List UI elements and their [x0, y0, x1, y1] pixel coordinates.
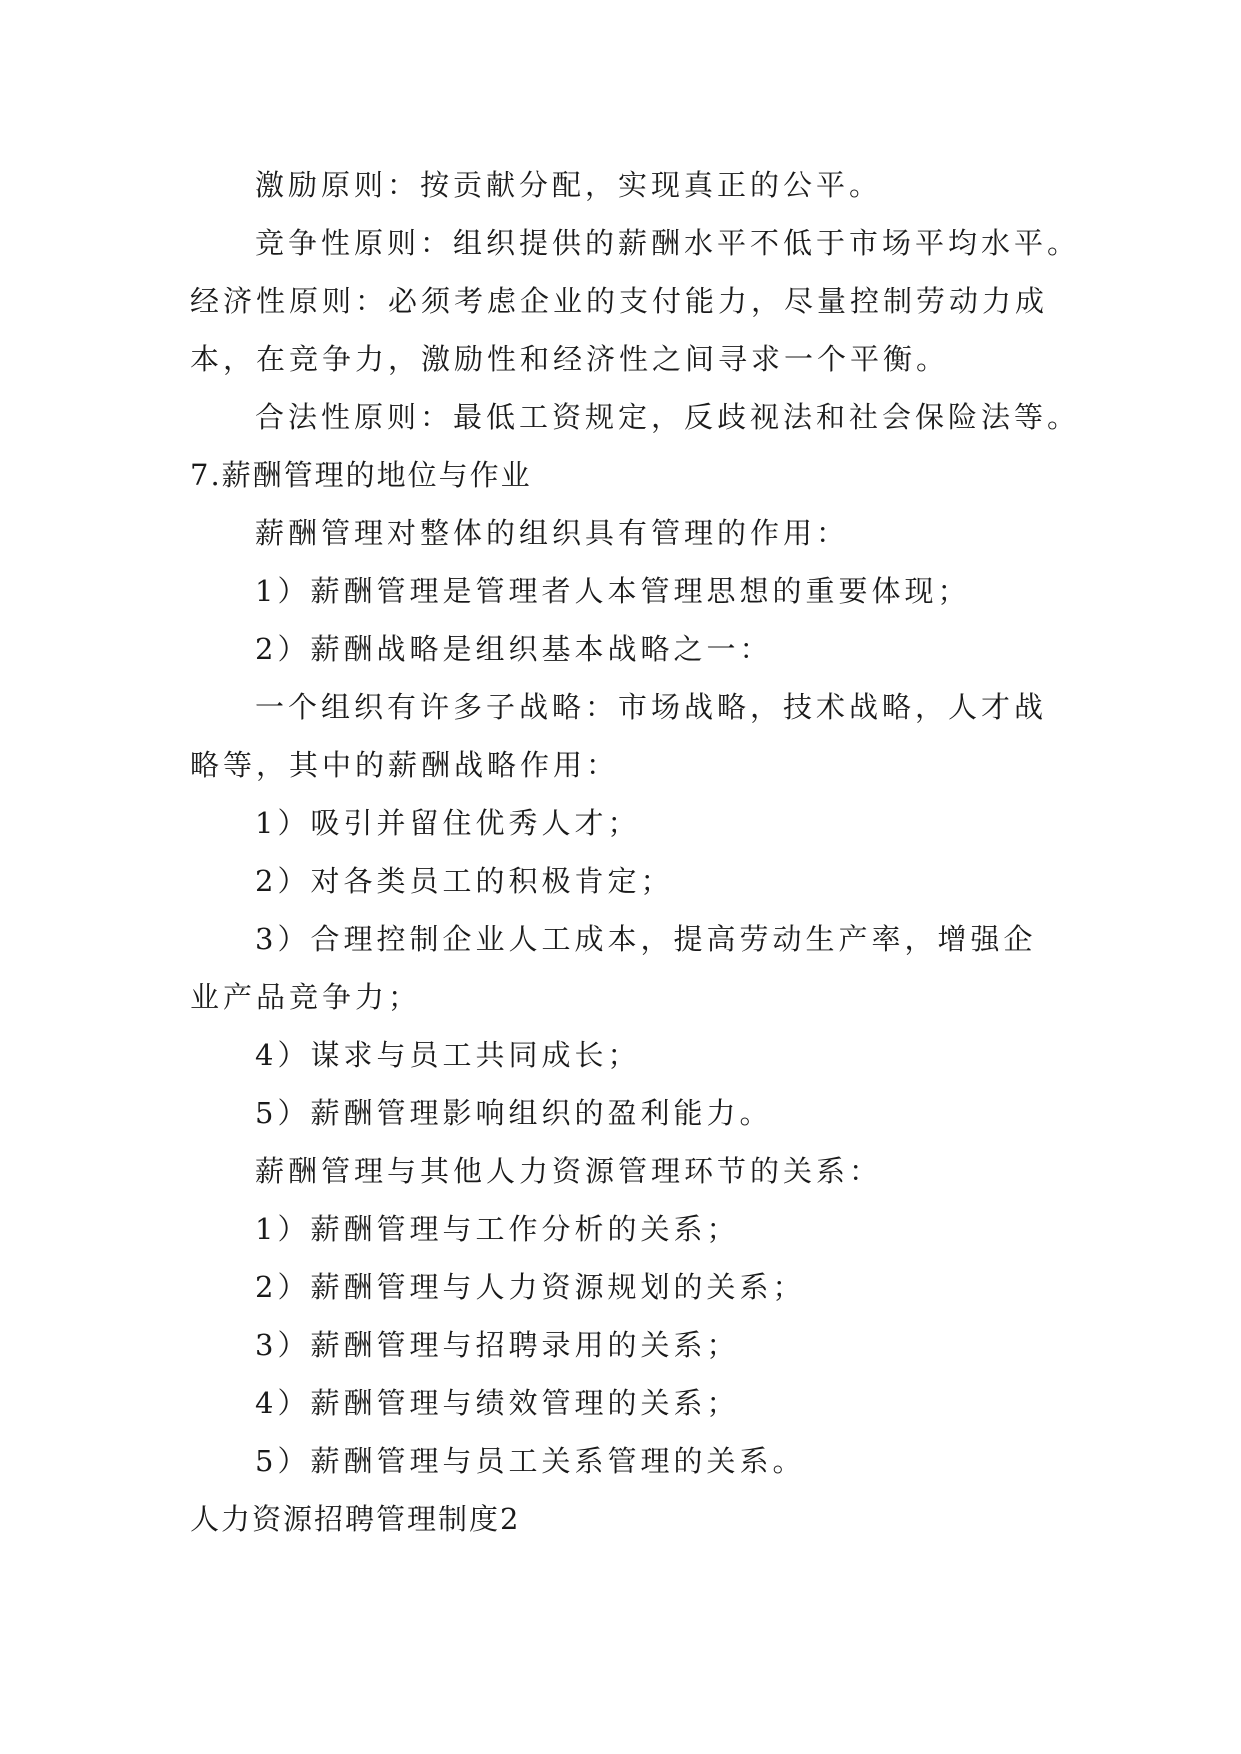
list-item-strategy-2: 2）对各类员工的积极肯定； [255, 864, 674, 898]
list-item-relation-2: 2）薪酬管理与人力资源规划的关系； [255, 1270, 806, 1304]
paragraph-relations-intro: 薪酬管理与其他人力资源管理环节的关系： [255, 1154, 883, 1188]
paragraph-legal-principle: 合法性原则：最低工资规定，反歧视法和社会保险法等。 [255, 400, 1081, 434]
paragraph-substrategies-line2: 略等，其中的薪酬战略作用： [190, 748, 620, 782]
paragraph-incentive-principle: 激励原则：按贡献分配，实现真正的公平。 [255, 168, 883, 202]
list-item-relation-1: 1）薪酬管理与工作分析的关系； [255, 1212, 740, 1246]
list-item-relation-4: 4）薪酬管理与绩效管理的关系； [255, 1386, 740, 1420]
paragraph-competitive-principle: 竞争性原则：组织提供的薪酬水平不低于市场平均水平。 [255, 226, 1081, 260]
paragraph-management-role-intro: 薪酬管理对整体的组织具有管理的作用： [255, 516, 850, 550]
list-item-strategy-3-line1: 3）合理控制企业人工成本，提高劳动生产率，增强企 [255, 922, 1037, 956]
section-heading-recruitment: 人力资源招聘管理制度2 [190, 1502, 521, 1536]
paragraph-economic-principle-line1: 经济性原则：必须考虑企业的支付能力，尽量控制劳动力成 [190, 284, 1049, 318]
paragraph-economic-principle-line2: 本，在竞争力，激励性和经济性之间寻求一个平衡。 [190, 342, 950, 376]
list-item-strategy-1: 1）吸引并留住优秀人才； [255, 806, 641, 840]
list-item-relation-3: 3）薪酬管理与招聘录用的关系； [255, 1328, 740, 1362]
paragraph-substrategies-line1: 一个组织有许多子战略：市场战略，技术战略，人才战 [255, 690, 1048, 724]
section-heading-7: 7.薪酬管理的地位与作业 [190, 458, 532, 492]
list-item-strategy-4: 4）谋求与员工共同成长； [255, 1038, 641, 1072]
list-item-role-1: 1）薪酬管理是管理者人本管理思想的重要体现； [255, 574, 971, 608]
list-item-strategy-3-line2: 业产品竞争力； [190, 980, 422, 1014]
list-item-role-2: 2）薪酬战略是组织基本战略之一： [255, 632, 773, 666]
list-item-relation-5: 5）薪酬管理与员工关系管理的关系。 [255, 1444, 806, 1478]
list-item-strategy-5: 5）薪酬管理影响组织的盈利能力。 [255, 1096, 773, 1130]
